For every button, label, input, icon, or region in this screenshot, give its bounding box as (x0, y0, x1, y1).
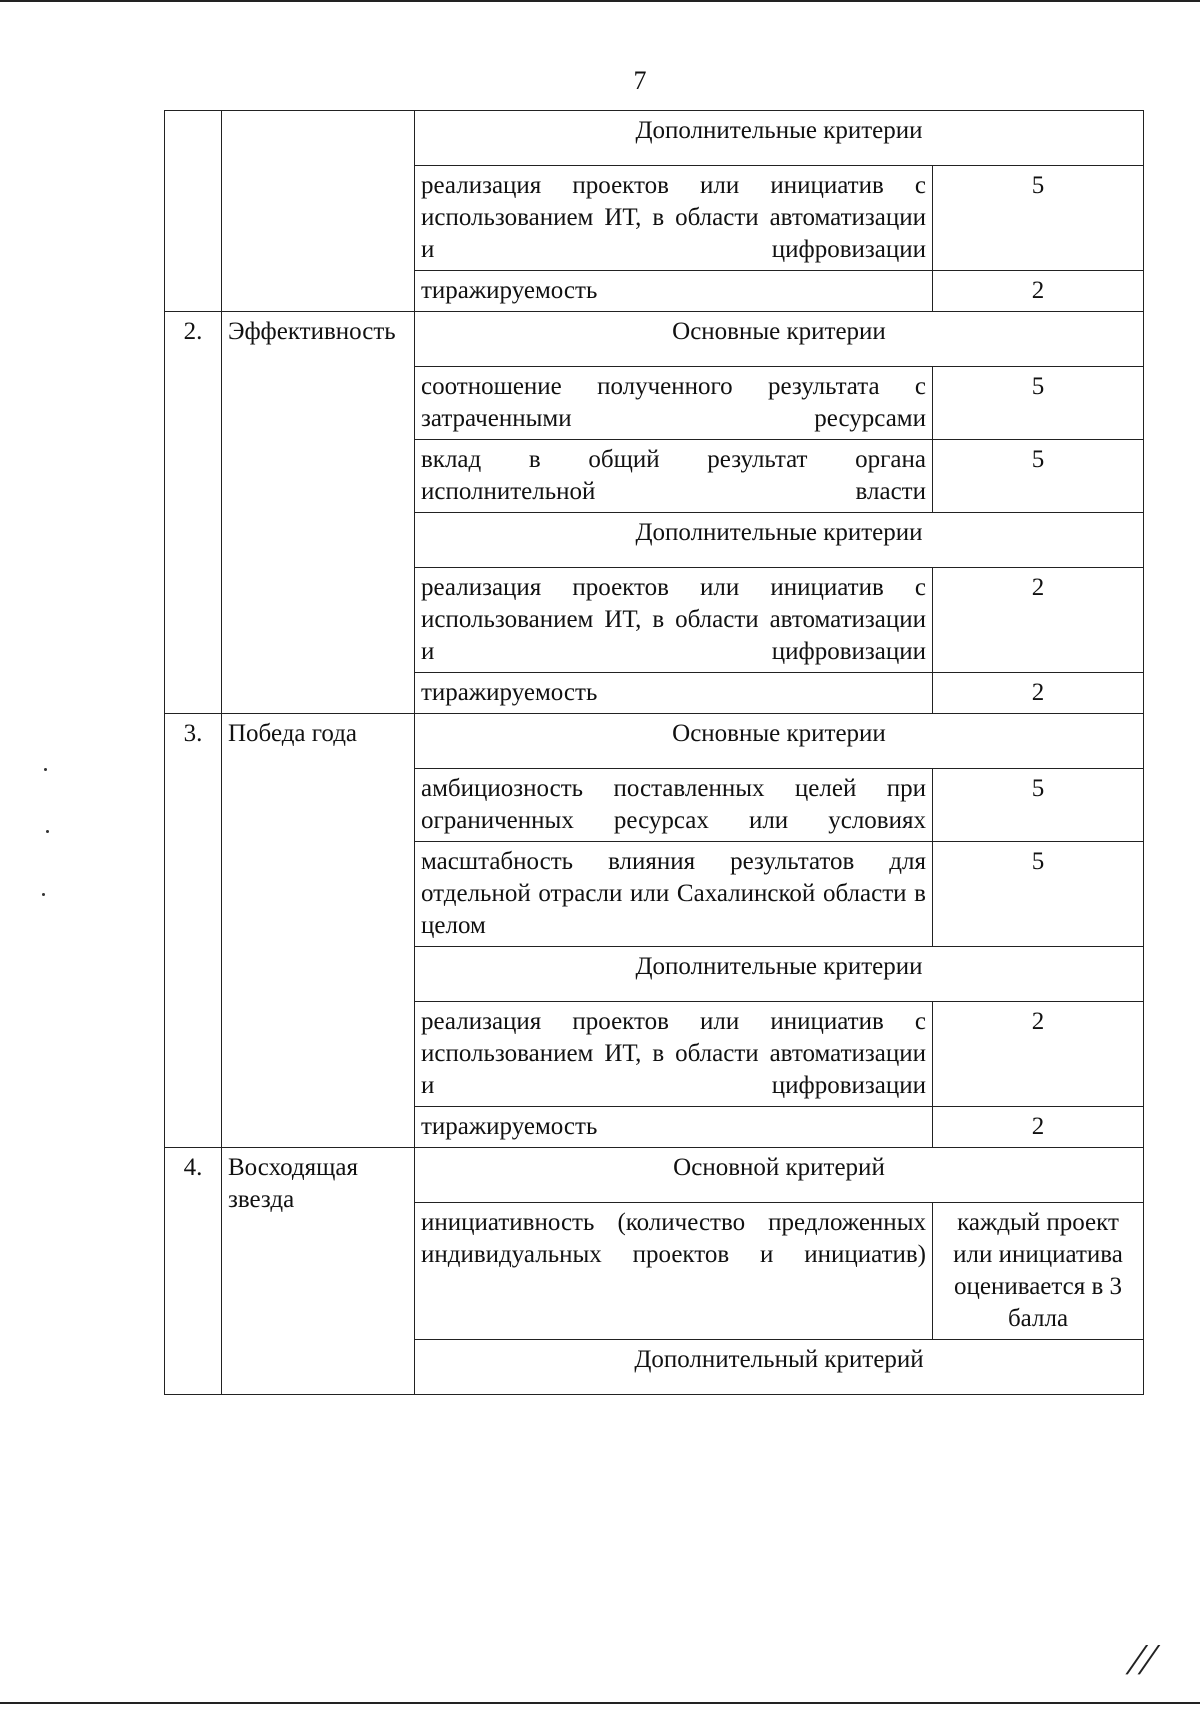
criterion-text: тиражируемость (415, 673, 933, 714)
table-row (165, 1148, 1144, 1203)
criterion-score: 5 (933, 367, 1144, 440)
criterion-text: тиражируемость (415, 1107, 933, 1148)
table-row (165, 312, 1144, 367)
table-row (165, 111, 1144, 166)
nomination-number: 3. (165, 714, 222, 1148)
nomination-name: Победа года (222, 714, 415, 1148)
criterion-score: 2 (933, 673, 1144, 714)
criterion-score: 2 (933, 1107, 1144, 1148)
criterion-text: соотношение полученного результата с затраченными ресурсами (415, 367, 933, 440)
criteria-group-header: Дополнительные критерии (415, 513, 1144, 568)
criteria-group-header: Дополнительные критерии (415, 947, 1144, 1002)
scan-top-border (0, 0, 1200, 2)
criterion-text: реализация проектов или инициатив с использованием ИТ, в области автоматизации и цифровизации (415, 1002, 933, 1107)
criterion-text: амбициозность поставленных целей при ограниченных ресурсах или условиях (415, 769, 933, 842)
handwritten-page-mark: // (1125, 1635, 1159, 1684)
criterion-score: 2 (933, 1002, 1144, 1107)
criterion-score: каждый проект или инициатива оценивается в 3 балла (933, 1203, 1144, 1340)
scan-bottom-border (0, 1702, 1200, 1704)
nomination-name-cell (222, 111, 415, 312)
nomination-number: 2. (165, 312, 222, 714)
page-number: 7 (633, 66, 647, 95)
criteria-group-header: Дополнительный критерий (415, 1340, 1144, 1395)
criteria-group-header: Основные критерии (415, 714, 1144, 769)
criteria-group-header: Основные критерии (415, 312, 1144, 367)
criterion-text: вклад в общий результат органа исполнительной власти (415, 440, 933, 513)
criterion-text: инициативность (количество предложенных индивидуальных проектов и инициатив) (415, 1203, 933, 1340)
criterion-text: реализация проектов или инициатив с использованием ИТ, в области автоматизации и цифровизации (415, 568, 933, 673)
criteria-group-header: Дополнительные критерии (415, 111, 1144, 166)
scan-speck (46, 830, 49, 833)
criterion-text: масштабность влияния результатов для отдельной отрасли или Сахалинской области в целом (415, 842, 933, 947)
criterion-score: 2 (933, 568, 1144, 673)
criterion-text: реализация проектов или инициатив с использованием ИТ, в области автоматизации и цифровизации (415, 166, 933, 271)
criterion-score: 2 (933, 271, 1144, 312)
criterion-score: 5 (933, 769, 1144, 842)
nomination-name: Восходящая звезда (222, 1148, 415, 1395)
criteria-table (164, 110, 1144, 1395)
scan-speck (44, 768, 47, 771)
criteria-group-header: Основной критерий (415, 1148, 1144, 1203)
nomination-number-cell (165, 111, 222, 312)
criterion-text: тиражируемость (415, 271, 933, 312)
criterion-score: 5 (933, 440, 1144, 513)
criterion-score: 5 (933, 842, 1144, 947)
table-row (165, 714, 1144, 769)
nomination-number: 4. (165, 1148, 222, 1395)
criterion-score: 5 (933, 166, 1144, 271)
nomination-name: Эффективность (222, 312, 415, 714)
scan-speck (42, 893, 45, 896)
